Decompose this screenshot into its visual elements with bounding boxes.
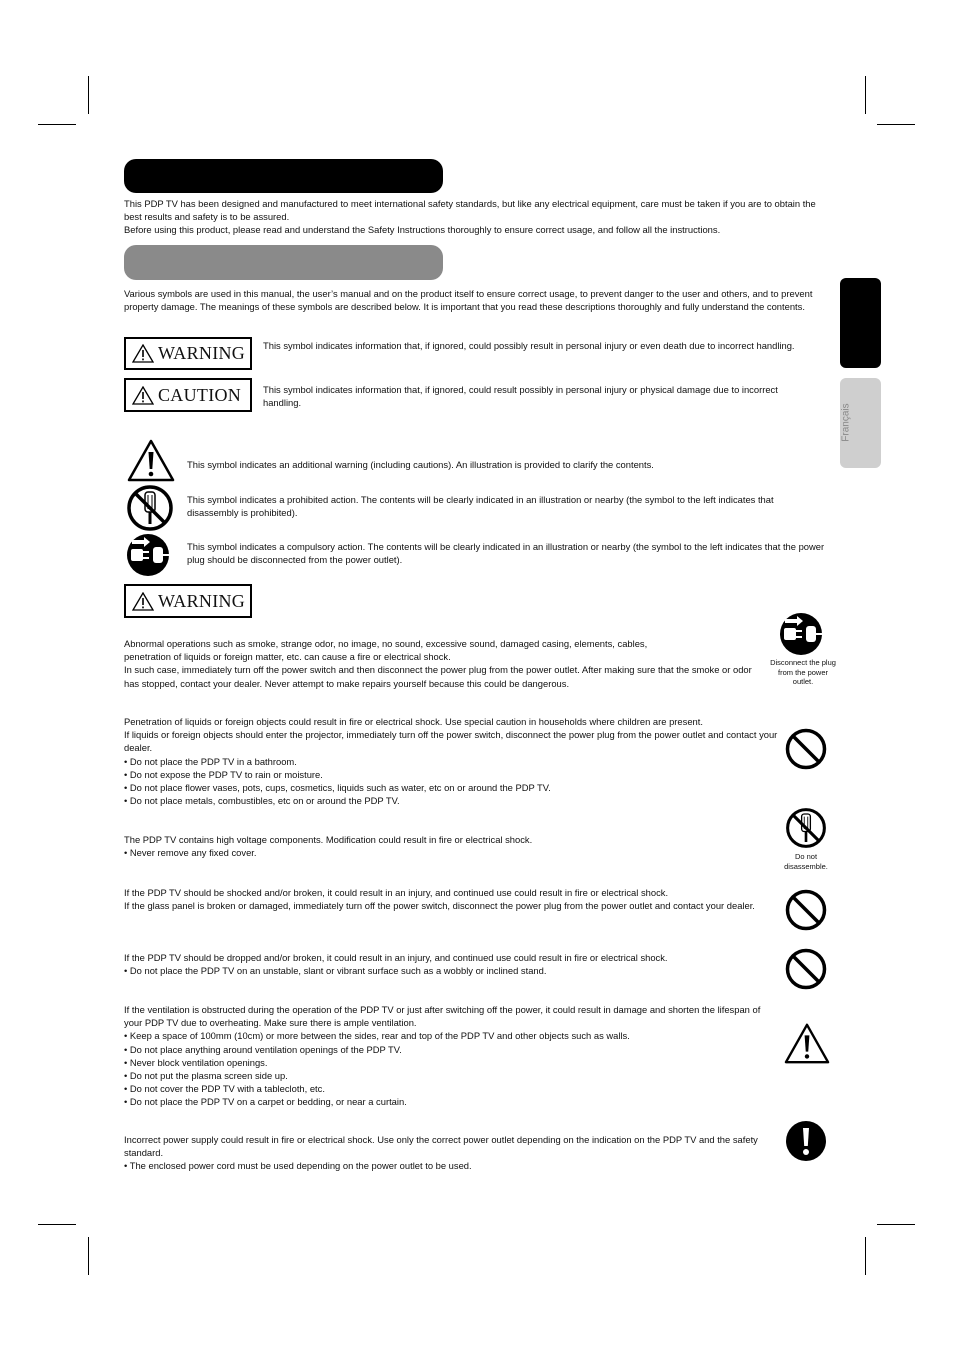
warning-6-line-2: • Keep a space of 100mm (10cm) or more between the sides, rear and top of the PDP TV and other objects such as walls. bbox=[124, 1030, 630, 1042]
warning-triangle-icon bbox=[132, 344, 154, 363]
subsection-heading-bar bbox=[124, 245, 443, 280]
mandatory-icon bbox=[785, 1120, 827, 1162]
warning-6-line-4: • Never block ventilation openings. bbox=[124, 1056, 268, 1068]
symbols-intro-text: Various symbols are used in this manual, the user’s manual and on the product itself to ensure correct usage, to prevent danger to the user and others, and to prevent property damage. The meanings of these symbols are described below. It is important that you read these descriptions thoroughly and fully understand the contents. bbox=[124, 288, 813, 313]
warning-5-line-1: If the PDP TV should be dropped and/or broken, it could result in an injury, and continued use could result in fire or electrical shock. bbox=[124, 952, 668, 963]
warning-4-line-2: If the glass panel is broken or damaged, immediately turn off the power switch, disconnect the power plug from the power outlet and contact your dealer. bbox=[124, 900, 755, 912]
warning-2-line-2: If liquids or foreign objects should enter the projector, immediately turn off the power switch, disconnect the power plug from the power outlet and contact your dealer. bbox=[124, 729, 778, 754]
warning-6-line-7: • Do not place the PDP TV on a carpet or bedding, or near a curtain. bbox=[124, 1096, 407, 1108]
language-tab-active bbox=[840, 278, 881, 368]
warning-item-4 bbox=[124, 886, 779, 912]
warning-description: This symbol indicates information that, if ignored, could possibly result in personal injury or even death due to incorrect handling. bbox=[263, 340, 795, 351]
warning-7-line-1: Incorrect power supply could result in fire or electrical shock. Use only the correct power outlet depending on the indication on the PDP TV and the safety standard. bbox=[124, 1134, 758, 1159]
warning-2-line-6: • Do not place metals, combustibles, etc on or around the PDP TV. bbox=[124, 795, 400, 807]
warning-2-line-1: Penetration of liquids or foreign objects could result in fire or electrical shock. Use special caution in households where children are present. bbox=[124, 716, 703, 727]
crop-mark bbox=[877, 124, 915, 125]
intro-text bbox=[124, 197, 834, 237]
warning-2-line-5: • Do not place flower vases, pots, cups, cosmetics, liquids such as water, etc on or around the PDP TV. bbox=[124, 782, 551, 794]
intro-paragraph-2: Before using this product, please read and understand the Safety Instructions thoroughly to ensure correct usage, and follow all the instructions. bbox=[124, 224, 721, 236]
warning-6-line-5: • Do not put the plasma screen side up. bbox=[124, 1070, 288, 1082]
symbol-desc-warning: This symbol indicates an additional warning (including cautions). An illustration is provided to clarify the contents. bbox=[187, 459, 654, 470]
warning-item-5 bbox=[124, 951, 764, 977]
unplug-caption: Disconnect the plug from the power outlet. bbox=[770, 658, 836, 686]
warning-2-line-4: • Do not expose the PDP TV to rain or moisture. bbox=[124, 768, 323, 780]
symbol-desc-prohibited: This symbol indicates a prohibited action. The contents will be clearly indicated in an illustration or nearby (the symbol to the left indicates that disassembly is prohibited). bbox=[187, 494, 774, 519]
crop-mark bbox=[88, 76, 89, 114]
exclamation-triangle-icon bbox=[784, 1021, 830, 1065]
no-disassembly-icon bbox=[126, 484, 174, 532]
warning-item-7 bbox=[124, 1133, 774, 1173]
warning-1-line-2: penetration of liquids or foreign matter, etc. can cause a fire or electrical shock. bbox=[124, 651, 451, 663]
warning-6-line-6: • Do not cover the PDP TV with a tablecloth, etc. bbox=[124, 1083, 325, 1095]
warning-2-line-3: • Do not place the PDP TV in a bathroom. bbox=[124, 755, 297, 767]
prohibited-icon bbox=[785, 889, 827, 931]
warning-6-line-1: If the ventilation is obstructed during the operation of the PDP TV or just after switching off the power, it could result in damage and shorten the lifespan of your PDP TV due to overheating. Make sure there is ample ventilation. bbox=[124, 1004, 761, 1029]
warning-item-2 bbox=[124, 715, 779, 807]
warning-badge bbox=[124, 337, 252, 370]
section-heading-bar bbox=[124, 159, 443, 193]
crop-mark bbox=[38, 1224, 76, 1225]
warning-item-1 bbox=[124, 637, 764, 690]
language-tab-label: Français bbox=[840, 403, 852, 442]
unplug-icon bbox=[126, 533, 172, 577]
caution-description: This symbol indicates information that, if ignored, could result possibly in personal injury or physical damage due to incorrect handling. bbox=[263, 384, 778, 409]
crop-mark bbox=[88, 1237, 89, 1275]
warning-item-3 bbox=[124, 833, 764, 859]
warning-item-6 bbox=[124, 1003, 774, 1109]
symbol-desc-compulsory: This symbol indicates a compulsory action. The contents will be clearly indicated in an illustration or nearby (the symbol to the left indicates that the power plug should be disconnected from the power outlet). bbox=[187, 541, 825, 566]
warning-3-line-2: • Never remove any fixed cover. bbox=[124, 847, 257, 859]
prohibited-icon bbox=[785, 728, 827, 770]
warning-5-line-2: • Do not place the PDP TV on an unstable, slant or vibrant surface such as a wobbly or inclined stand. bbox=[124, 965, 547, 977]
warning-7-line-2: • The enclosed power cord must be used depending on the power outlet to be used. bbox=[124, 1160, 472, 1172]
warning-section-badge bbox=[124, 584, 252, 618]
warning-6-line-3: • Do not place anything around ventilation openings of the PDP TV. bbox=[124, 1043, 402, 1055]
crop-mark bbox=[38, 124, 76, 125]
warning-label: WARNING bbox=[158, 343, 246, 363]
crop-mark bbox=[877, 1224, 915, 1225]
crop-mark bbox=[865, 76, 866, 114]
warning-4-line-1: If the PDP TV should be shocked and/or broken, it could result in an injury, and continued use could result in fire or electrical shock. bbox=[124, 887, 669, 898]
intro-paragraph-1: This PDP TV has been designed and manufactured to meet international safety standards, but like any electrical equipment, care must be taken if you are to obtain the best results and safety is to be assured. bbox=[124, 198, 816, 223]
no-disassembly-icon bbox=[785, 807, 827, 849]
crop-mark bbox=[865, 1237, 866, 1275]
warning-triangle-icon bbox=[132, 386, 154, 405]
warning-section-label: WARNING bbox=[158, 590, 246, 611]
warning-3-line-1: The PDP TV contains high voltage components. Modification could result in fire or electrical shock. bbox=[124, 834, 533, 845]
warning-triangle-icon bbox=[132, 592, 154, 611]
no-disassembly-caption: Do not disassemble. bbox=[784, 852, 828, 871]
prohibited-icon bbox=[785, 948, 827, 990]
unplug-icon bbox=[779, 611, 825, 657]
exclamation-triangle-icon bbox=[127, 438, 175, 482]
caution-badge bbox=[124, 378, 252, 412]
warning-1-line-3: In such case, immediately turn off the power switch and then disconnect the power plug from the power outlet. After making sure that the smoke or odor has stopped, contact your dealer. Never attempt to make repairs yourself because this could be dangerous. bbox=[124, 664, 752, 689]
caution-label: CAUTION bbox=[158, 384, 242, 405]
warning-1-line-1: Abnormal operations such as smoke, strange odor, no image, no sound, excessive sound, damaged casing, elements, cables, bbox=[124, 638, 648, 649]
